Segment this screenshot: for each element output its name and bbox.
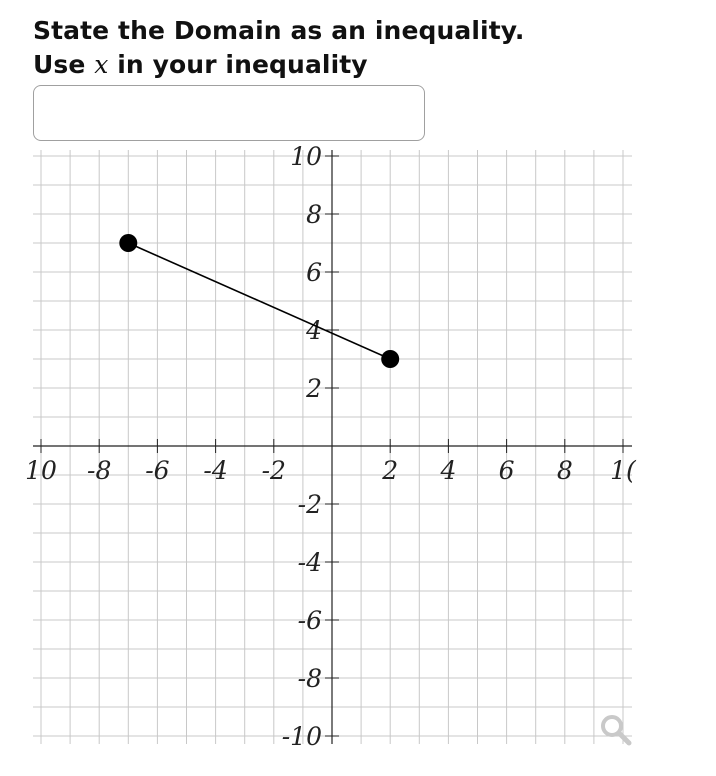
x-tick-label: 8 xyxy=(556,456,573,485)
y-tick-label: 4 xyxy=(306,316,322,345)
question-line-1: State the Domain as an inequality. xyxy=(33,16,525,45)
x-tick-label: 4 xyxy=(440,456,457,485)
y-tick-label: -10 xyxy=(281,722,322,751)
x-tick-label: -8 xyxy=(87,456,112,485)
y-tick-label: 2 xyxy=(306,374,322,403)
x-tick-label: -2 xyxy=(261,456,286,485)
y-tick-label: -6 xyxy=(297,606,322,635)
math-variable-x: x xyxy=(94,50,109,79)
question-line-2-pre: Use xyxy=(33,50,95,79)
y-tick-label: -8 xyxy=(297,664,322,693)
y-tick-label: 10 xyxy=(290,142,322,171)
y-tick-label: -4 xyxy=(297,548,322,577)
segment-endpoint xyxy=(119,234,137,252)
x-tick-label: 2 xyxy=(382,456,399,485)
x-tick-label: 10 xyxy=(25,456,57,485)
y-tick-label: 6 xyxy=(306,258,322,287)
y-tick-label: 8 xyxy=(306,200,322,229)
x-tick-label: -4 xyxy=(203,456,228,485)
magnifier-icon[interactable] xyxy=(598,712,632,746)
x-tick-label: -6 xyxy=(145,456,170,485)
segment-endpoint xyxy=(381,350,399,368)
y-tick-label: -2 xyxy=(297,490,322,519)
question-line-2-post: in your inequality xyxy=(108,50,368,79)
x-tick-label: 6 xyxy=(498,456,515,485)
x-tick-label: 1( xyxy=(610,456,636,485)
